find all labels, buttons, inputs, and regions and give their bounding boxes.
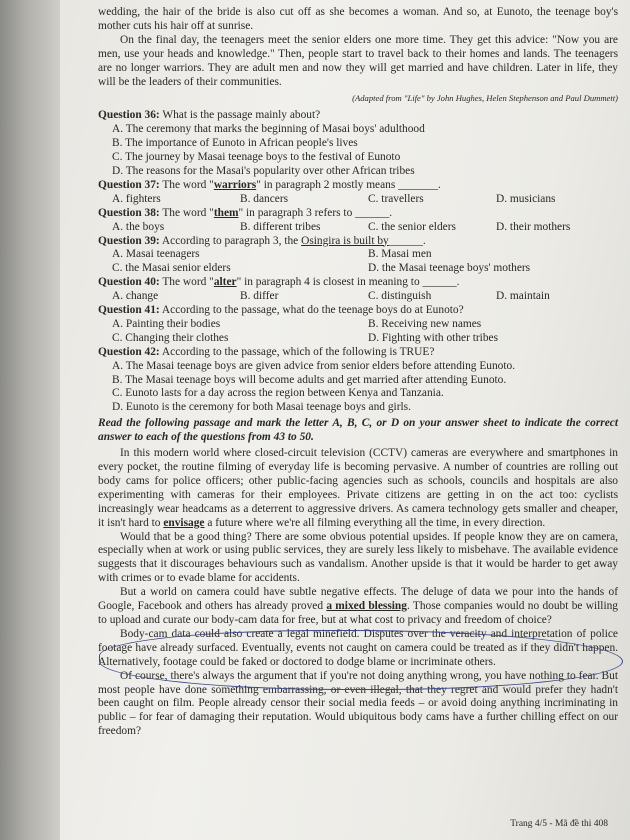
question-stem-post: " in paragraph 3 refers to ______.	[238, 206, 393, 219]
passage-paragraph-5: Of course, there's always the argument that if you're not doing anything wrong, you have nothing to fear. But most people have done something embarrassing, or even illegal, that they regret and would prefer they hadn't been caught on film. People already censor their social media feeds – or avoid doing anything incriminating in public – for fear of damaging their reputation. Would ubiquitous body cams have a further chilling effect on our freedom?	[98, 669, 618, 738]
option-d[interactable]: D. The reasons for the Masai's popularity over other African tribes	[112, 164, 415, 177]
question-stem-post: " in paragraph 2 mostly means _______.	[256, 178, 441, 191]
target-word: them	[213, 206, 239, 219]
option-c[interactable]: C. the senior elders	[368, 220, 456, 233]
section-instruction: Read the following passage and mark the letter A, B, C, or D on your answer sheet to indicate the correct answer to each of the questions from 43 to 50.	[98, 417, 618, 444]
option-c[interactable]: C. Eunoto lasts for a day across the region between Kenya and Tanzania.	[112, 387, 444, 400]
option-b[interactable]: B. The Masai teenage boys will become adults and get married after attending Eunoto.	[112, 373, 507, 386]
option-c[interactable]: C. The journey by Masai teenage boys to the festival of Eunoto	[112, 151, 401, 164]
source-attribution: (Adapted from "Life" by John Hughes, Helen Stephenson and Paul Dummett)	[352, 93, 618, 104]
question-stem-post: ______.	[388, 234, 426, 247]
question-stem-pre: The word "	[159, 276, 214, 289]
page-footer: Trang 4/5 - Mã đề thi 408	[510, 819, 608, 830]
question-37	[98, 179, 618, 207]
question-stem: According to the passage, which of the following is TRUE?	[159, 345, 435, 358]
option-a[interactable]: A. the boys	[112, 220, 165, 233]
intro-paragraph-1: wedding, the hair of the bride is also cut off as she becomes a woman. And so, at Eunoto, the teenage boy's mother cuts his hair off at sunrise.	[98, 6, 618, 32]
option-d[interactable]: D. their mothers	[496, 220, 571, 233]
option-a[interactable]: A. Masai teenagers	[112, 248, 200, 261]
question-40	[98, 276, 618, 304]
option-b[interactable]: B. different tribes	[240, 220, 321, 233]
passage-paragraph-2: Would that be a good thing? There are some obvious potential upsides. If people know they are on camera, especially when at work or using public services, they are surely less likely to misbehave. The available evidence suggests that it discourages behaviours such as vandalism. Another upside is that it would be harder to get away with crimes or to evade blame for accidents.	[98, 530, 618, 585]
question-39	[98, 235, 618, 277]
question-stem: According to the passage, what do the teenage boys do at Eunoto?	[159, 304, 464, 317]
question-number: Question 40:	[98, 276, 160, 289]
question-stem: What is the passage mainly about?	[159, 109, 321, 122]
passage-text: But a world on camera could have subtle negative effects. The deluge of data we pour into the hands of Google, Facebook and others has already proved	[98, 586, 618, 613]
target-word: alter	[213, 276, 237, 289]
question-42	[98, 346, 618, 416]
question-number: Question 38:	[98, 206, 160, 219]
option-c[interactable]: C. travellers	[368, 192, 424, 205]
passage-text: . Those companies would no doubt be willing to upload and curate our body-cam data for free, but at what cost to privacy and freedom of choice?	[98, 600, 619, 626]
question-stem-pre: The word "	[159, 178, 214, 191]
option-a[interactable]: A. The Masai teenage boys are given advice from senior elders before attending Eunoto.	[112, 359, 516, 372]
question-stem-pre: The word "	[159, 206, 214, 219]
option-b[interactable]: B. Masai men	[368, 248, 432, 261]
question-number: Question 39:	[98, 234, 160, 247]
intro-paragraph-2: On the final day, the teenagers meet the senior elders one more time. They get this advice: "Now you are men, use your heads and knowledge." Then, people start to travel back to their homes and lands. The teenagers are no longer warriors. They are adult men and now they will get married and have children. Later in life, they will be the leaders of their communities.	[98, 33, 618, 88]
option-b[interactable]: B. The importance of Eunoto in African people's lives	[112, 137, 358, 150]
question-36	[98, 109, 618, 179]
passage-text: In this modern world where closed-circuit television (CCTV) cameras are everywhere and smartphones in every pocket, the routine filming of everyday life is becoming pervasive. A number of countries are rolling out body cams for police officers; other public-facing agencies such as schools, councils and hospitals are also experimenting with cameras for their employees. Private citizens are getting in on the act too: cyclists increasingly wear headcams as a deterrent to aggressive drivers. As camera technology gets smaller and cheaper, it isn't hard to	[98, 447, 618, 529]
option-b[interactable]: B. differ	[240, 290, 279, 303]
question-number: Question 41:	[98, 304, 160, 317]
option-c[interactable]: C. distinguish	[368, 290, 432, 303]
question-stem-post: " in paragraph 4 is closest in meaning to ______.	[236, 276, 460, 289]
target-word-envisage: envisage	[163, 516, 205, 529]
question-number: Question 36:	[98, 109, 160, 122]
option-c[interactable]: C. the Masai senior elders	[112, 262, 231, 275]
option-d[interactable]: D. Fighting with other tribes	[368, 331, 499, 344]
option-d[interactable]: D. musicians	[496, 192, 556, 205]
option-d[interactable]: D. maintain	[496, 290, 550, 303]
question-41	[98, 304, 618, 346]
passage-paragraph-1	[98, 447, 618, 530]
passage-text: a future where we're all filming everything all the time, in every direction.	[204, 516, 546, 529]
question-38	[98, 207, 618, 235]
option-d[interactable]: D. Eunoto is the ceremony for both Masai teenage boys and girls.	[112, 401, 411, 414]
option-a[interactable]: A. fighters	[112, 192, 161, 205]
question-number: Question 37:	[98, 178, 160, 191]
question-stem-pre: According to paragraph 3, the	[159, 234, 302, 247]
passage-paragraph-3	[98, 586, 618, 628]
target-word: warriors	[213, 178, 257, 191]
option-a[interactable]: A. The ceremony that marks the beginning of Masai boys' adulthood	[112, 123, 425, 136]
option-c[interactable]: C. Changing their clothes	[112, 331, 229, 344]
option-b[interactable]: B. dancers	[240, 192, 289, 205]
option-a[interactable]: A. Painting their bodies	[112, 317, 221, 330]
option-d[interactable]: D. the Masai teenage boys' mothers	[368, 262, 531, 275]
target-phrase-mixed-blessing: a mixed blessing	[326, 600, 407, 613]
target-phrase: Osingira is built by	[301, 234, 389, 247]
option-a[interactable]: A. change	[112, 290, 159, 303]
passage-paragraph-4: Body-cam data could also create a legal minefield. Disputes over the veracity and interpretation of police footage have already surfaced. Eventually, events not caught on camera could be treated as if they didn't happen. Alternatively, footage could be faked or doctored to dodge blame or incriminate others.	[98, 627, 618, 668]
page-shadow-edge	[0, 0, 60, 840]
question-number: Question 42:	[98, 345, 160, 358]
option-b[interactable]: B. Receiving new names	[368, 317, 482, 330]
